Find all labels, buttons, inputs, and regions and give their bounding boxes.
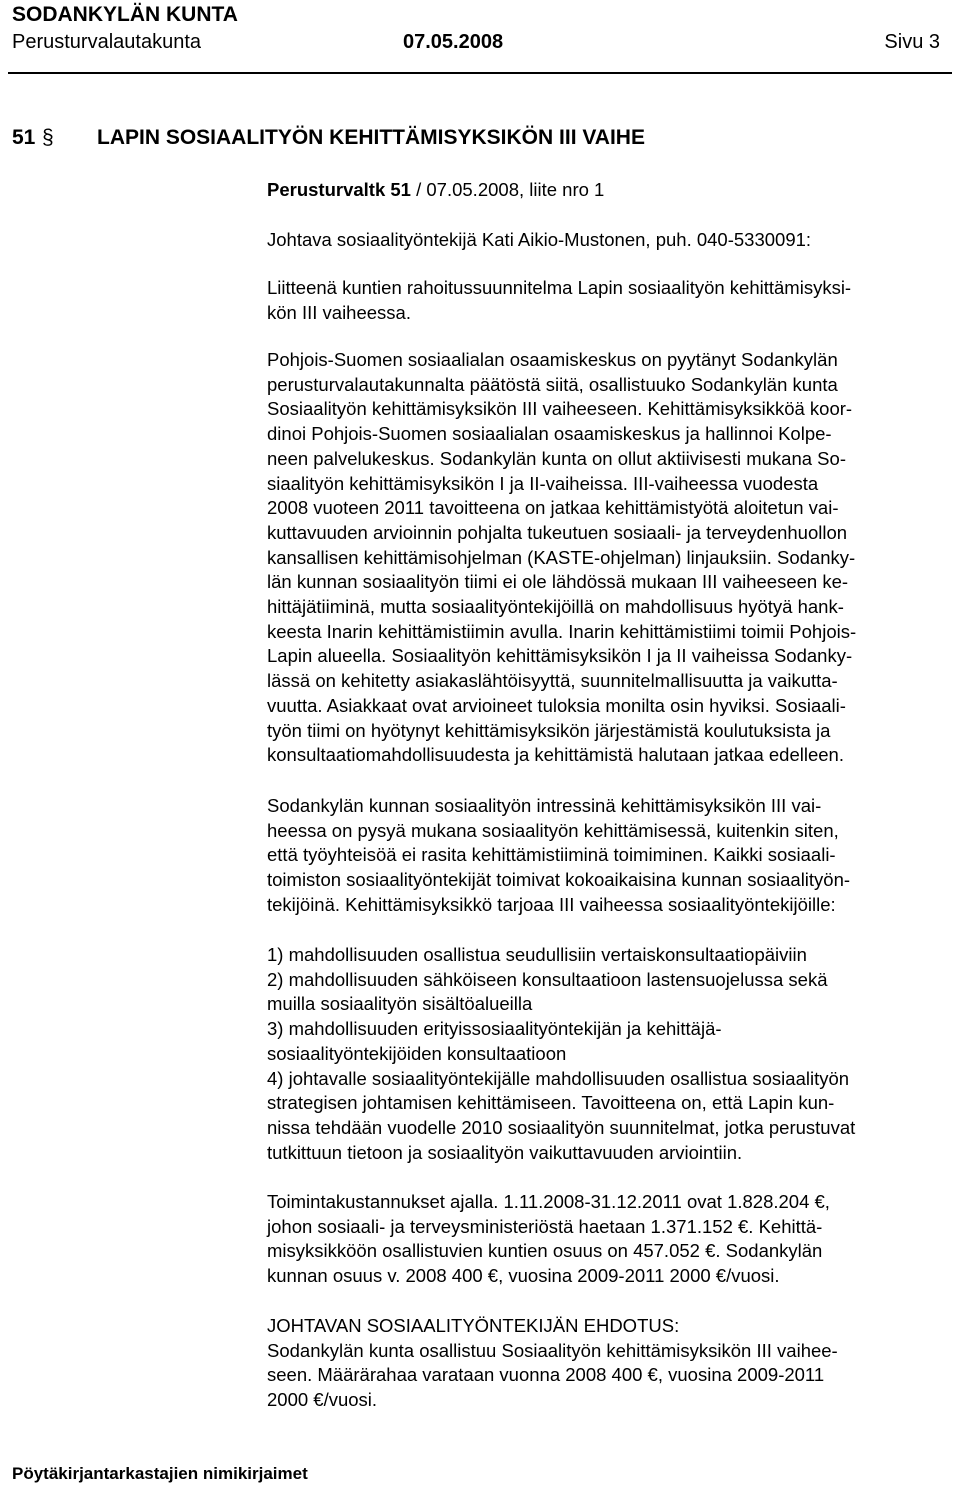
list-item: nissa tehdään vuodelle 2010 sosiaalityön suunnitelmat, jotka perustuvat [267,1116,856,1138]
attachment-paragraph [267,276,957,325]
section-title: LAPIN SOSIAALITYÖN KEHITTÄMISYKSIKÖN III VAIHE [97,126,645,149]
reference-rest: / 07.05.2008, liite nro 1 [410,179,605,200]
offer-list [267,943,957,1165]
attachment-line: kön III vaiheessa. [267,301,411,323]
page-number: Sivu 3 [884,31,940,53]
organization-name: SODANKYLÄN KUNTA [12,3,238,26]
paragraph-background [267,348,957,768]
paragraph-line: toimiston sosiaalityöntekijät toimivat kokoaikaisina kunnan sosiaalityön- [267,869,851,891]
costs-line: johon sosiaali- ja terveysministeriöstä haetaan 1.371.152 €. Kehittä- [267,1215,823,1237]
meeting-date: 07.05.2008 [403,31,504,53]
paragraph-line: siaalityön kehittämisyksikön I ja II-vaiheissa. III-vaiheessa vuodesta [267,472,819,494]
list-item: tutkittuun tietoon ja sosiaalityön vaikuttavuuden arviointiin. [267,1141,743,1163]
paragraph-line: Sosiaalityön kehittämisyksikön III vaiheeseen. Kehittämisyksikköä koor- [267,398,853,420]
paragraph-line: heessa on pysyä mukana sosiaalityön kehittämisessä, kuitenkin siten, [267,819,839,841]
list-item: 4) johtavalle sosiaalityöntekijälle mahdollisuuden osallistua sosiaalityön [267,1067,850,1089]
paragraph-line: että työyhteisöä ei rasita kehittämistiiminä toimiminen. Kaikki sosiaali- [267,844,836,866]
paragraph-line: vuutta. Asiakkaat ovat arvioineet tuloksia monilta osin hyviksi. Sosiaali- [267,694,846,716]
footer-initials-label: Pöytäkirjantarkastajien nimikirjaimet [12,1464,308,1483]
section-symbol: § [42,126,54,149]
proposal-line: seen. Määrärahaa varataan vuonna 2008 400 €, vuosina 2009-2011 [267,1364,825,1386]
contact-text: Johtava sosiaalityöntekijä Kati Aikio-Mustonen, puh. 040-5330091: [267,229,812,250]
reference-bold: Perusturvaltk 51 [267,179,411,200]
contact-line [267,228,957,253]
proposal-heading: JOHTAVAN SOSIAALITYÖNTEKIJÄN EHDOTUS: [267,1315,680,1336]
paragraph-line: lässä on kehitetty asiakaslähtöisyyttä, suunnitelmallisuutta ja vaikutta- [267,670,838,692]
list-item: muilla sosiaalityön sisältöalueilla [267,993,533,1015]
paragraph-line: Pohjois-Suomen sosiaalialan osaamiskeskus on pyytänyt Sodankylän [267,349,838,370]
list-item: strategisen johtamisen kehittämiseen. Tavoitteena on, että Lapin kun- [267,1092,835,1114]
committee-name: Perusturvalautakunta [12,31,202,53]
paragraph-line: tekijöinä. Kehittämisyksikkö tarjoaa III vaiheessa sosiaalityöntekijöille: [267,893,836,915]
paragraph-line: hittäjätiiminä, mutta sosiaalityöntekijöillä on mahdollisuus hyötyä hank- [267,596,844,618]
paragraph-line: perusturvalautakunnalta päätöstä siitä, osallistuuko Sodankylän kunta [267,373,838,395]
costs-paragraph [267,1190,957,1289]
paragraph-line: konsultaatiomahdollisuudesta ja kehittämistä halutaan jatkaa edelleen. [267,744,844,766]
proposal-block [267,1314,957,1413]
attachment-line: Liitteenä kuntien rahoitussuunnitelma Lapin sosiaalityön kehittämisyksi- [267,277,852,298]
proposal-line: Sodankylän kunta osallistuu Sosiaalityön kehittämisyksikön III vaihee- [267,1339,838,1361]
paragraph-line: kuttavuuden arvioinnin pohjalta tukeutuen sosiaali- ja terveydenhuollon [267,521,848,543]
costs-line: kunnan osuus v. 2008 400 €, vuosina 2009-2011 2000 €/vuosi. [267,1265,780,1287]
paragraph-line: Lapin alueella. Sosiaalityön kehittämisyksikön I ja II vaiheissa Sodanky- [267,645,853,667]
section-number: 51 [12,126,36,149]
paragraph-line: 2008 vuoteen 2011 tavoitteena on jatkaa kehittämistyötä aloitetun vai- [267,497,839,519]
header-divider [8,72,952,74]
paragraph-line: keesta Inarin kehittämistiimin avulla. Inarin kehittämistiimi toimii Pohjois- [267,620,857,642]
reference-line [267,178,957,203]
list-item: 3) mahdollisuuden erityissosiaalityöntekijän ja kehittäjä- [267,1018,722,1040]
list-item: 2) mahdollisuuden sähköiseen konsultaatioon lastensuojelussa sekä [267,968,828,990]
proposal-line: 2000 €/vuosi. [267,1389,378,1411]
costs-line: misyksikköön osallistuvien kuntien osuus on 457.052 €. Sodankylän [267,1240,823,1262]
paragraph-line: Sodankylän kunnan sosiaalityön intressinä kehittämisyksikön III vai- [267,795,822,816]
paragraph-interest [267,794,957,918]
list-item: sosiaalityöntekijöiden konsultaatioon [267,1042,567,1064]
paragraph-line: kansallisen kehittämisohjelman (KASTE-ohjelman) linjauksiin. Sodanky- [267,546,856,568]
list-item: 1) mahdollisuuden osallistua seudullisiin vertaiskonsultaatiopäiviin [267,944,807,965]
paragraph-line: län kunnan sosiaalityön tiimi ei ole lähdössä mukaan III vaiheeseen ke- [267,571,849,593]
paragraph-line: työn tiimi on hyötynyt kehittämisyksikön järjestämistä koulutuksista ja [267,719,831,741]
costs-line: Toimintakustannukset ajalla. 1.11.2008-31.12.2011 ovat 1.828.204 €, [267,1191,830,1212]
paragraph-line: neen palvelukeskus. Sodankylän kunta on ollut aktiivisesti mukana So- [267,447,846,469]
paragraph-line: dinoi Pohjois-Suomen sosiaalialan osaamiskeskus ja hallinnoi Kolpe- [267,423,832,445]
